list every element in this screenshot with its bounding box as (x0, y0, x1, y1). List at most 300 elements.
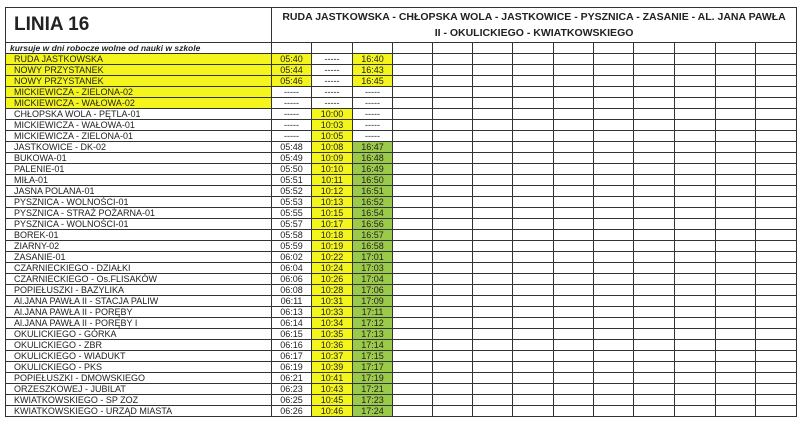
timetable (5, 7, 797, 417)
empty-cell (716, 263, 756, 274)
empty-cell (513, 175, 554, 186)
departure-time: ----- (353, 87, 393, 98)
empty-cell (393, 175, 433, 186)
empty-cell (433, 252, 473, 263)
empty-cell (473, 241, 513, 252)
empty-cell (634, 153, 675, 164)
stop-name: PYSZNICA - WOLNOŚCI-01 (6, 197, 272, 208)
departure-time: 16:47 (353, 142, 393, 153)
empty-cell (393, 65, 433, 76)
departure-time: 17:15 (353, 351, 393, 362)
empty-cell (473, 395, 513, 406)
empty-cell (433, 263, 473, 274)
empty-cell (756, 230, 797, 241)
empty-cell (716, 175, 756, 186)
empty-cell (433, 307, 473, 318)
empty-cell (554, 296, 594, 307)
empty-cell (433, 384, 473, 395)
departure-time: 05:59 (272, 241, 312, 252)
empty-cell (473, 120, 513, 131)
empty-cell (594, 197, 634, 208)
empty-cell (433, 373, 473, 384)
empty-cell (513, 65, 554, 76)
timetable-row (6, 351, 797, 362)
empty-cell (594, 285, 634, 296)
empty-cell (716, 318, 756, 329)
timetable-row (6, 263, 797, 274)
empty-cell (675, 307, 716, 318)
empty-cell (716, 307, 756, 318)
stop-name: OKULICKIEGO - ZBR (6, 340, 272, 351)
empty-cell (393, 43, 433, 54)
empty-cell (433, 76, 473, 87)
empty-cell (473, 87, 513, 98)
empty-cell (433, 98, 473, 109)
stop-name: JASNA POLANA-01 (6, 186, 272, 197)
empty-cell (675, 54, 716, 65)
empty-cell (594, 186, 634, 197)
empty-cell (393, 351, 433, 362)
empty-cell (756, 384, 797, 395)
empty-cell (554, 406, 594, 417)
departure-time: 06:11 (272, 296, 312, 307)
timetable-row (6, 65, 797, 76)
departure-time: 06:14 (272, 318, 312, 329)
timetable-row (6, 131, 797, 142)
empty-cell (393, 285, 433, 296)
subtitle-row (6, 43, 797, 54)
empty-cell (675, 252, 716, 263)
empty-cell (634, 175, 675, 186)
empty-cell (554, 131, 594, 142)
empty-cell (756, 175, 797, 186)
timetable-row (6, 153, 797, 164)
empty-cell (756, 373, 797, 384)
empty-cell (513, 164, 554, 175)
empty-cell (433, 351, 473, 362)
departure-time: 05:53 (272, 197, 312, 208)
empty-cell (675, 362, 716, 373)
empty-cell (513, 109, 554, 120)
timetable-row (6, 76, 797, 87)
empty-cell (634, 384, 675, 395)
empty-cell (473, 164, 513, 175)
empty-cell (756, 351, 797, 362)
empty-cell (675, 329, 716, 340)
empty-cell (594, 153, 634, 164)
timetable-sheet (5, 7, 796, 417)
empty-cell (716, 109, 756, 120)
empty-cell (393, 54, 433, 65)
departure-time: 16:51 (353, 186, 393, 197)
stop-name: MICKIEWICZA - ZIELONA-02 (6, 87, 272, 98)
empty-cell (513, 351, 554, 362)
stop-name: Al.JANA PAWŁA II - PORĘBY (6, 307, 272, 318)
departure-time: 16:54 (353, 208, 393, 219)
empty-cell (756, 318, 797, 329)
stop-name: ORZESZKOWEJ - JUBILAT (6, 384, 272, 395)
empty-cell (513, 274, 554, 285)
empty-cell (756, 131, 797, 142)
empty-cell (594, 252, 634, 263)
stop-name: OKULICKIEGO - PKS (6, 362, 272, 373)
empty-cell (554, 373, 594, 384)
timetable-row (6, 186, 797, 197)
empty-cell (554, 241, 594, 252)
empty-cell (675, 109, 716, 120)
timetable-row (6, 230, 797, 241)
departure-time: 05:48 (272, 142, 312, 153)
empty-cell (594, 230, 634, 241)
empty-cell (513, 153, 554, 164)
departure-time: 06:02 (272, 252, 312, 263)
empty-cell (433, 362, 473, 373)
empty-cell (473, 98, 513, 109)
empty-cell (594, 362, 634, 373)
timetable-row (6, 406, 797, 417)
empty-cell (675, 197, 716, 208)
empty-cell (473, 153, 513, 164)
empty-cell (554, 65, 594, 76)
departure-time: 17:24 (353, 406, 393, 417)
empty-cell (554, 186, 594, 197)
route-description: RUDA JASTKOWSKA - CHŁOPSKA WOLA - JASTKOWICE - PYSZNICA - ZASANIE - AL. JANA PAWŁA II - OKULICKIEGO - KWIATKOWSKIEGO (272, 8, 797, 43)
empty-cell (716, 131, 756, 142)
empty-cell (594, 76, 634, 87)
empty-cell (473, 43, 513, 54)
departure-time: 10:43 (312, 384, 353, 395)
empty-cell (473, 351, 513, 362)
empty-cell (716, 351, 756, 362)
empty-cell (716, 285, 756, 296)
stop-name: CZARNIECKIEGO - DZIAŁKI (6, 263, 272, 274)
empty-cell (554, 384, 594, 395)
empty-cell (473, 131, 513, 142)
departure-time: 17:01 (353, 252, 393, 263)
empty-cell (634, 285, 675, 296)
empty-cell (756, 208, 797, 219)
empty-cell (473, 186, 513, 197)
empty-cell (513, 373, 554, 384)
empty-cell (513, 340, 554, 351)
empty-cell (675, 285, 716, 296)
timetable-row (6, 164, 797, 175)
departure-time: ----- (353, 131, 393, 142)
timetable-row (6, 54, 797, 65)
empty-cell (393, 142, 433, 153)
empty-cell (513, 241, 554, 252)
departure-time: 06:16 (272, 340, 312, 351)
empty-cell (393, 164, 433, 175)
empty-cell (473, 142, 513, 153)
empty-cell (393, 87, 433, 98)
empty-cell (433, 131, 473, 142)
empty-cell (756, 142, 797, 153)
empty-cell (716, 373, 756, 384)
empty-cell (716, 197, 756, 208)
empty-cell (634, 318, 675, 329)
empty-cell (716, 186, 756, 197)
empty-cell (433, 186, 473, 197)
empty-cell (756, 54, 797, 65)
departure-time: 10:10 (312, 164, 353, 175)
empty-cell (756, 241, 797, 252)
departure-time: ----- (272, 109, 312, 120)
empty-cell (594, 307, 634, 318)
empty-cell (756, 98, 797, 109)
empty-cell (393, 120, 433, 131)
timetable-row (6, 109, 797, 120)
empty-cell (594, 406, 634, 417)
empty-cell (513, 87, 554, 98)
stop-name: Al.JANA PAWŁA II - STACJA PALIW (6, 296, 272, 307)
empty-cell (716, 296, 756, 307)
empty-cell (756, 406, 797, 417)
departure-time: 10:46 (312, 406, 353, 417)
empty-cell (675, 373, 716, 384)
timetable-row (6, 252, 797, 263)
empty-cell (393, 373, 433, 384)
departure-time: 05:52 (272, 186, 312, 197)
stop-name: KWIATKOWSKIEGO - URZĄD MIASTA (6, 406, 272, 417)
empty-cell (393, 263, 433, 274)
empty-cell (554, 219, 594, 230)
empty-cell (554, 164, 594, 175)
departure-time: 05:44 (272, 65, 312, 76)
empty-cell (272, 43, 312, 54)
empty-cell (634, 296, 675, 307)
empty-cell (594, 109, 634, 120)
empty-cell (675, 241, 716, 252)
timetable-row (6, 373, 797, 384)
empty-cell (675, 76, 716, 87)
empty-cell (433, 54, 473, 65)
departure-time: 05:55 (272, 208, 312, 219)
empty-cell (675, 351, 716, 362)
empty-cell (513, 197, 554, 208)
empty-cell (433, 153, 473, 164)
empty-cell (716, 230, 756, 241)
empty-cell (594, 54, 634, 65)
empty-cell (675, 219, 716, 230)
timetable-row (6, 384, 797, 395)
empty-cell (675, 43, 716, 54)
empty-cell (473, 252, 513, 263)
empty-cell (675, 208, 716, 219)
empty-cell (634, 395, 675, 406)
empty-cell (716, 274, 756, 285)
departure-time: 10:09 (312, 153, 353, 164)
stop-name: BOREK-01 (6, 230, 272, 241)
empty-cell (554, 274, 594, 285)
empty-cell (594, 208, 634, 219)
timetable-row (6, 175, 797, 186)
departure-time: 10:08 (312, 142, 353, 153)
empty-cell (513, 131, 554, 142)
empty-cell (473, 362, 513, 373)
departure-time: ----- (353, 120, 393, 131)
empty-cell (716, 362, 756, 373)
empty-cell (393, 153, 433, 164)
departure-time: ----- (312, 76, 353, 87)
timetable-row (6, 241, 797, 252)
empty-cell (473, 318, 513, 329)
empty-cell (513, 263, 554, 274)
empty-cell (393, 197, 433, 208)
departure-time: 10:19 (312, 241, 353, 252)
stop-name: OKULICKIEGO - GÓRKA (6, 329, 272, 340)
departure-time: ----- (353, 98, 393, 109)
empty-cell (554, 175, 594, 186)
timetable-row (6, 318, 797, 329)
departure-time: 06:08 (272, 285, 312, 296)
empty-cell (554, 307, 594, 318)
empty-cell (393, 186, 433, 197)
empty-cell (473, 384, 513, 395)
empty-cell (594, 164, 634, 175)
departure-time: 06:23 (272, 384, 312, 395)
empty-cell (675, 131, 716, 142)
empty-cell (513, 318, 554, 329)
empty-cell (353, 43, 393, 54)
empty-cell (554, 329, 594, 340)
empty-cell (756, 263, 797, 274)
empty-cell (634, 76, 675, 87)
empty-cell (756, 120, 797, 131)
timetable-row (6, 285, 797, 296)
empty-cell (594, 296, 634, 307)
empty-cell (634, 131, 675, 142)
empty-cell (513, 329, 554, 340)
stop-name: JASTKOWICE - DK-02 (6, 142, 272, 153)
empty-cell (675, 406, 716, 417)
timetable-row (6, 87, 797, 98)
empty-cell (756, 164, 797, 175)
empty-cell (634, 307, 675, 318)
empty-cell (675, 87, 716, 98)
stop-name: POPIEŁUSZKI - DMOWSKIEGO (6, 373, 272, 384)
empty-cell (513, 384, 554, 395)
empty-cell (393, 230, 433, 241)
empty-cell (634, 208, 675, 219)
empty-cell (594, 329, 634, 340)
stop-name: PYSZNICA - STRAŻ POŻARNA-01 (6, 208, 272, 219)
empty-cell (554, 142, 594, 153)
departure-time: 10:15 (312, 208, 353, 219)
empty-cell (675, 263, 716, 274)
empty-cell (756, 197, 797, 208)
empty-cell (554, 87, 594, 98)
departure-time: 17:21 (353, 384, 393, 395)
timetable-row (6, 98, 797, 109)
empty-cell (554, 76, 594, 87)
empty-cell (433, 87, 473, 98)
empty-cell (594, 120, 634, 131)
departure-time: ----- (272, 131, 312, 142)
empty-cell (716, 395, 756, 406)
empty-cell (393, 208, 433, 219)
line-title: LINIA 16 (6, 8, 272, 43)
empty-cell (433, 120, 473, 131)
departure-time: 06:26 (272, 406, 312, 417)
empty-cell (675, 175, 716, 186)
departure-time: 10:31 (312, 296, 353, 307)
empty-cell (433, 175, 473, 186)
empty-cell (634, 362, 675, 373)
empty-cell (756, 76, 797, 87)
empty-cell (513, 142, 554, 153)
empty-cell (634, 373, 675, 384)
empty-cell (634, 329, 675, 340)
departure-time: 10:03 (312, 120, 353, 131)
empty-cell (554, 120, 594, 131)
departure-time: 06:15 (272, 329, 312, 340)
empty-cell (594, 142, 634, 153)
empty-cell (594, 373, 634, 384)
stop-name: MIŁA-01 (6, 175, 272, 186)
empty-cell (513, 186, 554, 197)
empty-cell (716, 153, 756, 164)
empty-cell (675, 395, 716, 406)
empty-cell (594, 65, 634, 76)
stop-name: OKULICKIEGO - WIADUKT (6, 351, 272, 362)
empty-cell (594, 274, 634, 285)
empty-cell (594, 395, 634, 406)
stop-name: Al.JANA PAWŁA II - PORĘBY I (6, 318, 272, 329)
empty-cell (473, 307, 513, 318)
departure-time: 16:52 (353, 197, 393, 208)
empty-cell (716, 98, 756, 109)
departure-time: 05:40 (272, 54, 312, 65)
empty-cell (473, 274, 513, 285)
empty-cell (433, 43, 473, 54)
departure-time: 10:13 (312, 197, 353, 208)
departure-time: 05:49 (272, 153, 312, 164)
empty-cell (554, 208, 594, 219)
departure-time: 17:14 (353, 340, 393, 351)
departure-time: 17:12 (353, 318, 393, 329)
empty-cell (513, 285, 554, 296)
empty-cell (594, 263, 634, 274)
empty-cell (634, 186, 675, 197)
empty-cell (756, 274, 797, 285)
empty-cell (716, 164, 756, 175)
departure-time: 06:21 (272, 373, 312, 384)
empty-cell (756, 219, 797, 230)
empty-cell (634, 241, 675, 252)
departure-time: 10:37 (312, 351, 353, 362)
departure-time: 16:50 (353, 175, 393, 186)
empty-cell (473, 263, 513, 274)
empty-cell (716, 43, 756, 54)
departure-time: 10:35 (312, 329, 353, 340)
empty-cell (393, 76, 433, 87)
empty-cell (675, 98, 716, 109)
timetable-row (6, 197, 797, 208)
empty-cell (716, 252, 756, 263)
empty-cell (634, 340, 675, 351)
timetable-row (6, 340, 797, 351)
empty-cell (513, 120, 554, 131)
departure-time: 10:36 (312, 340, 353, 351)
empty-cell (393, 395, 433, 406)
empty-cell (473, 406, 513, 417)
empty-cell (554, 263, 594, 274)
timetable-row (6, 296, 797, 307)
departure-time: 17:23 (353, 395, 393, 406)
departure-time: 05:51 (272, 175, 312, 186)
empty-cell (756, 65, 797, 76)
